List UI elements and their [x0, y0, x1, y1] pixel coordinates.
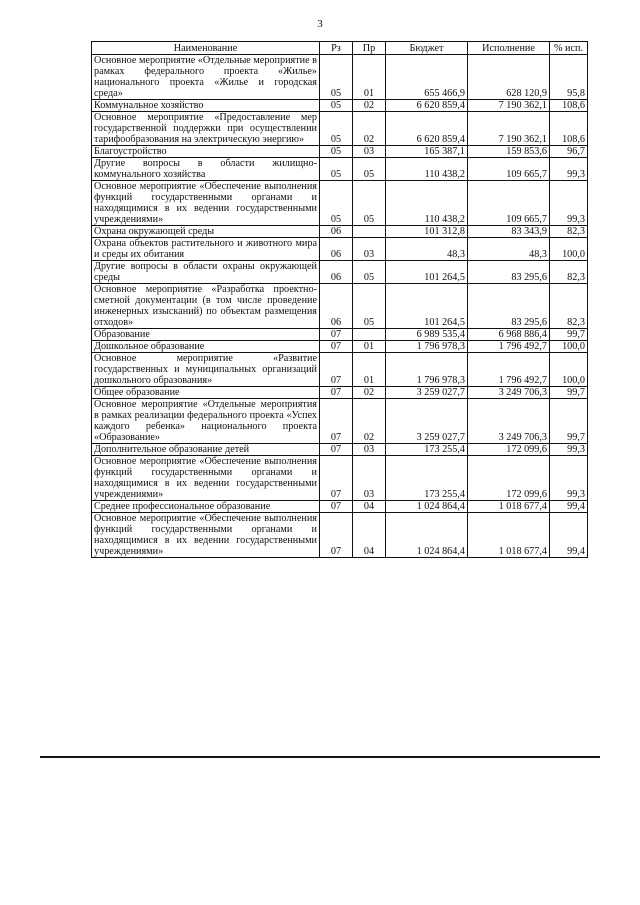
row-rz: 07: [320, 456, 353, 501]
row-execution: 1 796 492,7: [468, 341, 550, 353]
header-name: Наименование: [92, 42, 320, 55]
table-row: [92, 238, 588, 261]
table-row: [92, 226, 588, 238]
row-percent: 95,8: [550, 55, 588, 100]
row-rz: 07: [320, 399, 353, 444]
row-execution: 3 249 706,3: [468, 387, 550, 399]
row-rz: 05: [320, 112, 353, 146]
row-rz: 06: [320, 284, 353, 329]
row-execution: 172 099,6: [468, 456, 550, 501]
header-rz: Рз: [320, 42, 353, 55]
row-rz: 05: [320, 158, 353, 181]
row-percent: 99,7: [550, 329, 588, 341]
row-budget: 101 264,5: [386, 284, 468, 329]
row-pr: 03: [353, 456, 386, 501]
row-budget: 101 264,5: [386, 261, 468, 284]
table-body: [92, 55, 588, 558]
table-row: [92, 100, 588, 112]
row-execution: 109 665,7: [468, 158, 550, 181]
row-execution: 3 249 706,3: [468, 399, 550, 444]
row-percent: 82,3: [550, 284, 588, 329]
row-rz: 07: [320, 341, 353, 353]
row-pr: 04: [353, 513, 386, 558]
row-execution: 109 665,7: [468, 181, 550, 226]
header-budget: Бюджет: [386, 42, 468, 55]
row-percent: 108,6: [550, 100, 588, 112]
row-budget: 6 620 859,4: [386, 112, 468, 146]
row-name: Другие вопросы в области охраны окружающей среды: [92, 261, 320, 284]
table-row: [92, 112, 588, 146]
header-pr: Пр: [353, 42, 386, 55]
row-execution: 7 190 362,1: [468, 100, 550, 112]
row-name: Образование: [92, 329, 320, 341]
row-rz: 07: [320, 513, 353, 558]
budget-table: [91, 41, 588, 558]
row-name: Основное мероприятие «Разработка проектно-сметной документации (в том числе проведение инженерных изысканий) по объектам размещения отходов»: [92, 284, 320, 329]
row-execution: 48,3: [468, 238, 550, 261]
row-name: Дошкольное образование: [92, 341, 320, 353]
table-row: [92, 501, 588, 513]
row-percent: 99,3: [550, 158, 588, 181]
row-pr: 05: [353, 158, 386, 181]
row-budget: 173 255,4: [386, 444, 468, 456]
table-row: [92, 284, 588, 329]
row-name: Охрана окружающей среды: [92, 226, 320, 238]
row-execution: 83 295,6: [468, 261, 550, 284]
row-rz: 05: [320, 181, 353, 226]
row-budget: 3 259 027,7: [386, 387, 468, 399]
row-pr: [353, 226, 386, 238]
row-pr: 03: [353, 146, 386, 158]
row-pr: 02: [353, 399, 386, 444]
row-pr: 05: [353, 284, 386, 329]
table-row: [92, 399, 588, 444]
row-execution: 1 018 677,4: [468, 513, 550, 558]
row-execution: 1 796 492,7: [468, 353, 550, 387]
row-execution: 159 853,6: [468, 146, 550, 158]
row-pr: 03: [353, 444, 386, 456]
row-execution: 83 295,6: [468, 284, 550, 329]
row-pr: 05: [353, 261, 386, 284]
row-percent: 82,3: [550, 261, 588, 284]
row-percent: 99,4: [550, 501, 588, 513]
row-pr: 02: [353, 100, 386, 112]
row-rz: 07: [320, 353, 353, 387]
row-execution: 1 018 677,4: [468, 501, 550, 513]
row-budget: 1 024 864,4: [386, 501, 468, 513]
row-rz: 06: [320, 238, 353, 261]
row-budget: 173 255,4: [386, 456, 468, 501]
table-row: [92, 329, 588, 341]
row-rz: 06: [320, 261, 353, 284]
row-rz: 05: [320, 146, 353, 158]
row-budget: 1 796 978,3: [386, 341, 468, 353]
row-name: Общее образование: [92, 387, 320, 399]
row-rz: 05: [320, 55, 353, 100]
row-percent: 99,4: [550, 513, 588, 558]
row-rz: 07: [320, 329, 353, 341]
row-budget: 48,3: [386, 238, 468, 261]
row-execution: 628 120,9: [468, 55, 550, 100]
row-execution: 172 099,6: [468, 444, 550, 456]
table-row: [92, 353, 588, 387]
page-number: 3: [317, 18, 323, 30]
row-budget: 101 312,8: [386, 226, 468, 238]
row-percent: 100,0: [550, 353, 588, 387]
table-row: [92, 261, 588, 284]
row-name: Основное мероприятие «Обеспечение выполнения функций государственными органами и находящимися в их ведении государственными учреждениями»: [92, 181, 320, 226]
table-row: [92, 444, 588, 456]
row-name: Среднее профессиональное образование: [92, 501, 320, 513]
row-budget: 1 024 864,4: [386, 513, 468, 558]
row-execution: 83 343,9: [468, 226, 550, 238]
table-row: [92, 456, 588, 501]
table-row: [92, 513, 588, 558]
table-row: [92, 181, 588, 226]
row-name: Благоустройство: [92, 146, 320, 158]
table-row: [92, 55, 588, 100]
row-pr: [353, 329, 386, 341]
row-rz: 07: [320, 501, 353, 513]
row-budget: 110 438,2: [386, 181, 468, 226]
row-pr: 02: [353, 112, 386, 146]
row-rz: 06: [320, 226, 353, 238]
row-name: Основное мероприятие «Развитие государственных и муниципальных организаций дошкольного образования»: [92, 353, 320, 387]
row-budget: 3 259 027,7: [386, 399, 468, 444]
row-name: Основное мероприятие «Предоставление мер государственной поддержки при осуществлении тарифообразования на электрическую энергию»: [92, 112, 320, 146]
row-name: Основное мероприятие «Обеспечение выполнения функций государственными органами и находящимися в их ведении государственными учреждениями»: [92, 513, 320, 558]
row-pr: 01: [353, 341, 386, 353]
table-row: [92, 158, 588, 181]
table-row: [92, 146, 588, 158]
table-row: [92, 341, 588, 353]
row-percent: 99,3: [550, 444, 588, 456]
table-row: [92, 387, 588, 399]
row-name: Другие вопросы в области жилищно-коммунального хозяйства: [92, 158, 320, 181]
row-pr: 02: [353, 387, 386, 399]
row-percent: 108,6: [550, 112, 588, 146]
row-pr: 01: [353, 55, 386, 100]
row-execution: 7 190 362,1: [468, 112, 550, 146]
row-name: Основное мероприятие «Отдельные мероприятия в рамках реализации федерального проекта «Успех каждого ребенка» национального проекта «Образование»: [92, 399, 320, 444]
row-pr: 04: [353, 501, 386, 513]
row-rz: 07: [320, 387, 353, 399]
row-percent: 96,7: [550, 146, 588, 158]
row-budget: 165 387,1: [386, 146, 468, 158]
row-execution: 6 968 886,4: [468, 329, 550, 341]
row-percent: 99,7: [550, 399, 588, 444]
row-pr: 01: [353, 353, 386, 387]
table-header-row: [92, 42, 588, 55]
row-percent: 100,0: [550, 238, 588, 261]
row-budget: 655 466,9: [386, 55, 468, 100]
row-name: Основное мероприятие «Обеспечение выполнения функций государственными органами и находящимися в их ведении государственными учреждениями»: [92, 456, 320, 501]
row-pr: 03: [353, 238, 386, 261]
row-percent: 99,3: [550, 181, 588, 226]
row-rz: 05: [320, 100, 353, 112]
header-execution: Исполнение: [468, 42, 550, 55]
row-percent: 100,0: [550, 341, 588, 353]
row-budget: 110 438,2: [386, 158, 468, 181]
row-budget: 6 989 535,4: [386, 329, 468, 341]
row-name: Основное мероприятие «Отдельные мероприятие в рамках федерального проекта «Жилье» национального проекта «Жилье и городская среда»: [92, 55, 320, 100]
row-percent: 82,3: [550, 226, 588, 238]
row-pr: 05: [353, 181, 386, 226]
row-name: Охрана объектов растительного и животного мира и среды их обитания: [92, 238, 320, 261]
header-percent: % исп.: [550, 42, 588, 55]
row-name: Коммунальное хозяйство: [92, 100, 320, 112]
row-rz: 07: [320, 444, 353, 456]
row-budget: 1 796 978,3: [386, 353, 468, 387]
row-percent: 99,7: [550, 387, 588, 399]
footer-divider: [40, 756, 600, 758]
row-budget: 6 620 859,4: [386, 100, 468, 112]
row-percent: 99,3: [550, 456, 588, 501]
row-name: Дополнительное образование детей: [92, 444, 320, 456]
